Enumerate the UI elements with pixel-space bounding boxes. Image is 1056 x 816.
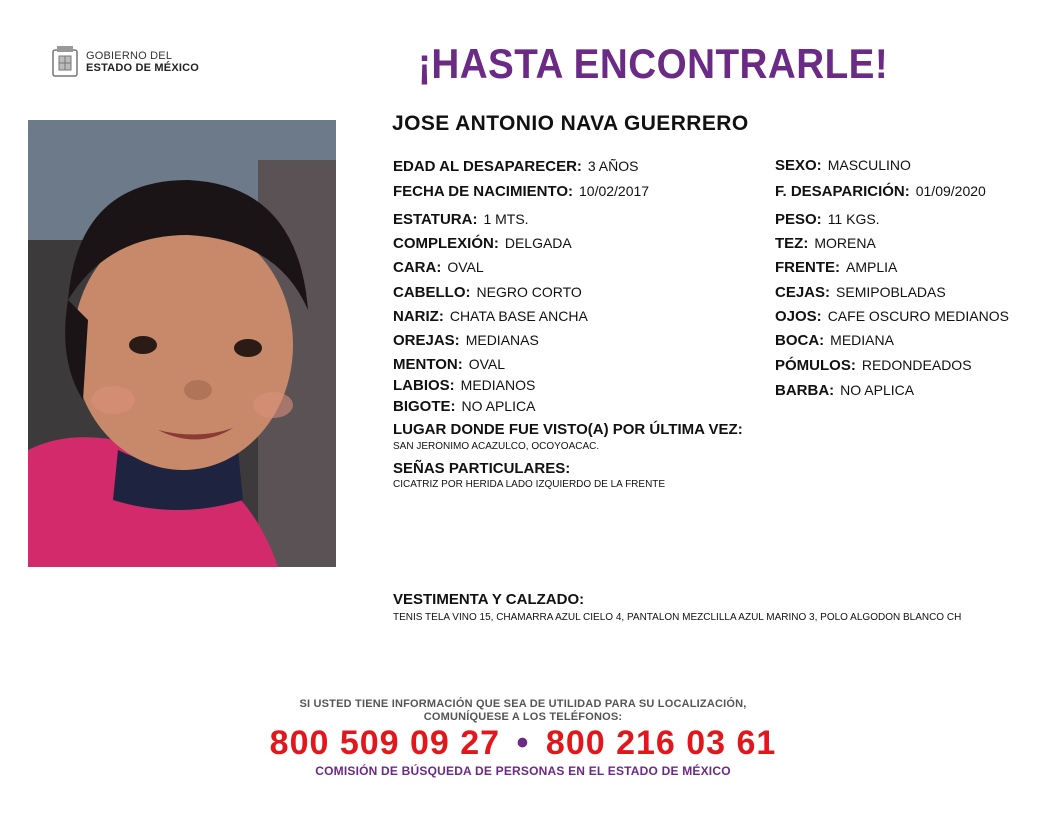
field-mouth	[775, 332, 894, 349]
field-label: CEJAS:	[775, 284, 831, 301]
field-complexion	[775, 235, 876, 252]
logo-line-2: ESTADO DE MÉXICO	[86, 62, 200, 74]
field-value: 01/09/2020	[915, 183, 986, 199]
field-value: NO APLICA	[461, 398, 536, 414]
field-value: MEDIANOS	[460, 377, 536, 393]
field-age	[393, 158, 639, 175]
field-label: SEXO:	[775, 157, 822, 174]
last-seen-value: SAN JERONIMO ACAZULCO, OCOYOACAC.	[393, 441, 600, 452]
field-value: CAFE OSCURO MEDIANOS	[827, 308, 1009, 324]
field-value: 1 MTS.	[483, 211, 529, 227]
field-label: NARIZ:	[393, 308, 444, 325]
field-label: FECHA DE NACIMIENTO:	[393, 183, 573, 200]
field-height	[393, 211, 529, 228]
field-value: NO APLICA	[840, 382, 915, 398]
field-mustache	[393, 398, 535, 415]
field-value: 11 KGS.	[827, 211, 880, 227]
field-eyes	[775, 308, 1009, 325]
field-disappearance-date	[775, 183, 986, 200]
field-label: PESO:	[775, 211, 822, 228]
field-value: AMPLIA	[846, 259, 898, 275]
field-face	[393, 259, 484, 276]
field-value: MORENA	[814, 235, 876, 251]
field-label: PÓMULOS:	[775, 357, 856, 374]
field-weight	[775, 211, 880, 228]
field-ears	[393, 332, 539, 349]
field-value: 10/02/2017	[579, 183, 650, 199]
field-nose	[393, 308, 588, 325]
field-value: CHATA BASE ANCHA	[449, 308, 588, 324]
field-value: 3 AÑOS	[587, 158, 639, 174]
phone-number-1[interactable]: 800 509 09 27	[269, 724, 501, 762]
commission-name: COMISIÓN DE BÚSQUEDA DE PERSONAS EN EL ESTADO DE MÉXICO	[315, 764, 731, 778]
field-build	[393, 235, 572, 252]
field-label: CARA:	[393, 259, 442, 276]
field-label: BIGOTE:	[393, 398, 456, 415]
field-value: NEGRO CORTO	[476, 284, 582, 300]
field-forehead	[775, 259, 897, 276]
field-value: MASCULINO	[827, 157, 911, 173]
field-value: OVAL	[468, 356, 506, 372]
field-label: MENTON:	[393, 356, 463, 373]
field-birthdate	[393, 183, 649, 200]
clothing-label: VESTIMENTA Y CALZADO:	[393, 591, 585, 608]
coat-of-arms-icon	[50, 44, 80, 80]
field-label: CABELLO:	[393, 284, 471, 301]
marks-label: SEÑAS PARTICULARES:	[393, 460, 571, 477]
field-label: LABIOS:	[393, 377, 455, 394]
phone-number-2[interactable]: 800 216 03 61	[545, 724, 777, 762]
field-eyebrows	[775, 284, 946, 301]
field-label: ESTATURA:	[393, 211, 478, 228]
field-label: OJOS:	[775, 308, 822, 325]
field-label: TEZ:	[775, 235, 809, 252]
field-label: FRENTE:	[775, 259, 840, 276]
phone-numbers	[0, 724, 1046, 763]
info-line-1: SI USTED TIENE INFORMACIÓN QUE SEA DE UTILIDAD PARA SU LOCALIZACIÓN,	[299, 698, 747, 710]
field-value: OVAL	[447, 259, 484, 275]
clothing-value: TENIS TELA VINO 15, CHAMARRA AZUL CIELO 4, PANTALON MEZCLILLA AZUL MARINO 3, POLO ALGODON BLANCO CH	[393, 612, 962, 623]
info-line-2: COMUNÍQUESE A LOS TELÉFONOS:	[423, 711, 623, 723]
field-beard	[775, 382, 914, 399]
field-label: BARBA:	[775, 382, 835, 399]
field-cheekbones	[775, 357, 972, 374]
field-label: COMPLEXIÓN:	[393, 235, 499, 252]
field-label: F. DESAPARICIÓN:	[775, 183, 910, 200]
person-name: JOSE ANTONIO NAVA GUERRERO	[392, 112, 749, 135]
missing-person-photo	[28, 120, 336, 567]
field-chin	[393, 356, 505, 373]
field-label: BOCA:	[775, 332, 825, 349]
field-value: SEMIPOBLADAS	[836, 284, 946, 300]
field-value: DELGADA	[504, 235, 572, 251]
field-label: OREJAS:	[393, 332, 460, 349]
page-title: ¡HASTA ENCONTRARLE!	[418, 40, 889, 87]
phone-separator: •	[516, 724, 530, 762]
field-hair	[393, 284, 582, 301]
field-value: MEDIANAS	[465, 332, 539, 348]
last-seen-label: LUGAR DONDE FUE VISTO(A) POR ÚLTIMA VEZ:	[393, 421, 743, 438]
field-label: EDAD AL DESAPARECER:	[393, 158, 582, 175]
field-value: MEDIANA	[830, 332, 894, 348]
field-value: REDONDEADOS	[861, 357, 972, 373]
field-lips	[393, 377, 535, 394]
state-government-logo	[50, 44, 199, 80]
marks-value: CICATRIZ POR HERIDA LADO IZQUIERDO DE LA FRENTE	[393, 479, 666, 490]
logo-line-1: GOBIERNO DEL	[86, 50, 173, 62]
field-sex	[775, 157, 911, 174]
